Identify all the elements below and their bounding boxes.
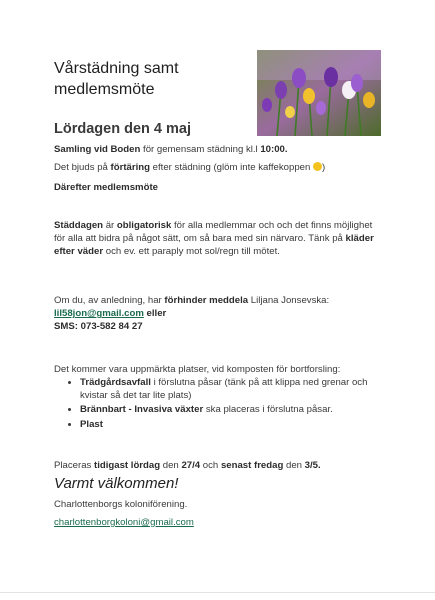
fortaring-text-1: Det bjuds på <box>54 162 111 173</box>
page-bottom-divider <box>0 592 435 593</box>
para1-bold-3: kläder efter väder <box>54 233 374 258</box>
bullet-bold: Trädgårdsavfall <box>80 377 151 388</box>
para2-bold: förhinder meddela <box>164 295 249 306</box>
para4-text-3: och <box>200 460 221 471</box>
bullet-bold: Plast <box>80 418 103 430</box>
page-title: Vårstädning samt medlemsmöte <box>54 60 179 98</box>
samling-text: för gemensam städning kl.l <box>140 144 261 155</box>
para4-text-1: Placeras <box>54 460 94 471</box>
fortaring-text-3: ) <box>322 162 326 173</box>
para1-bold-1: Städdagen <box>54 220 104 231</box>
fortaring-bold: förtäring <box>110 162 150 173</box>
para4-text-4: den <box>283 460 305 471</box>
samling-bold: Samling vid Boden <box>54 144 141 155</box>
paragraph-forhinder <box>54 294 384 334</box>
para1-text-2: för alla medlemmar och och det finns möjlighet för alla att bidra på något sätt, om så bara med sin närvaro. Tänk på <box>54 220 373 245</box>
list-item <box>80 418 380 431</box>
para4-bold-2: 27/4 <box>181 460 201 471</box>
line-fortaring <box>54 161 384 174</box>
para2-text-3: eller <box>143 308 167 320</box>
bullet-bold: Brännbart - Invasiva växter <box>80 404 204 416</box>
paragraph-komposten: Det kommer vara uppmärkta platser, vid komposten för bortforsling: <box>54 364 341 375</box>
bullet-text: i förslutna påsar (tänk på att klippa ned grenar och kvistar så det tar lite plats) <box>80 377 368 402</box>
bullet-text: ska placeras i förslutna påsar. <box>203 404 333 416</box>
paragraph-placeras <box>54 459 384 472</box>
para4-bold-4: 3/5. <box>304 460 321 471</box>
smiley-icon <box>313 162 322 171</box>
list-item <box>80 376 380 402</box>
para1-bold-2: obligatorisk <box>116 220 172 231</box>
contact-email-link[interactable]: lil58jon@gmail.com <box>54 308 144 320</box>
para1-text-1: är <box>103 220 117 231</box>
samling-time: 10:00. <box>260 144 288 155</box>
paragraph-stadddagen <box>54 219 384 259</box>
para2-text-1: Om du, av anledning, har <box>54 295 165 306</box>
date-heading: Lördagen den 4 maj <box>54 121 191 137</box>
organization-email-row <box>54 516 384 529</box>
para4-text-2: den <box>160 460 182 471</box>
crocus-flowers-photo <box>257 50 381 136</box>
line-samling <box>54 143 384 156</box>
fortaring-text-2: efter städning (glöm inte kaffekoppen <box>150 162 314 173</box>
para4-bold-3: senast fredag <box>220 460 284 471</box>
organization-name: Charlottenborgs koloniförening. <box>54 499 188 510</box>
para1-text-3: och ev. ett paraply mot sol/regn till mötet. <box>103 246 280 258</box>
list-item <box>80 403 380 416</box>
para2-text-2: Liljana Jonsevska: <box>248 295 330 306</box>
welcome-text: Varmt välkommen! <box>54 475 179 492</box>
sms-number: SMS: 073-582 84 27 <box>54 321 143 333</box>
line-medlemsmote: Därefter medlemsmöte <box>54 182 158 193</box>
para4-bold-1: tidigast lördag <box>94 460 161 471</box>
organization-email-link[interactable]: charlottenborgkoloni@gmail.com <box>54 517 194 528</box>
disposal-list <box>54 376 380 432</box>
